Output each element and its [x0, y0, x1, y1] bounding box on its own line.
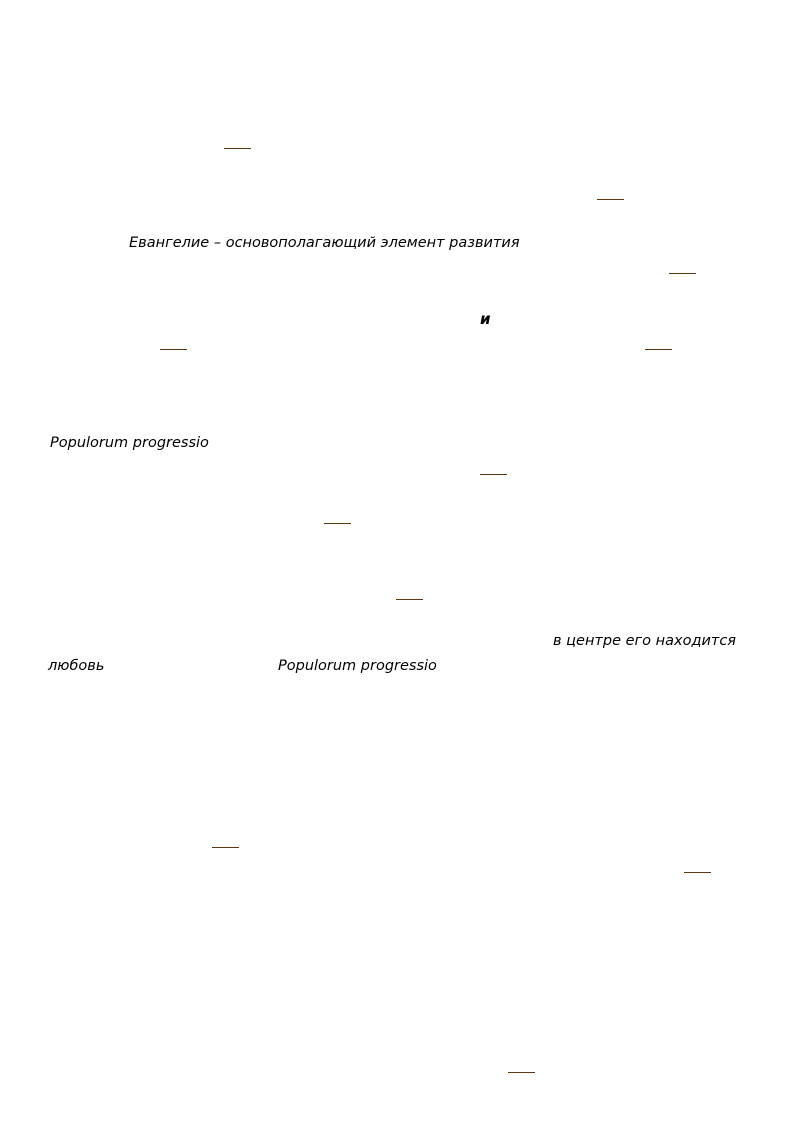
footnote-rule	[597, 199, 624, 200]
bold-italic-conjunction: и	[480, 310, 491, 328]
footnote-rule	[645, 349, 672, 350]
footnote-rule	[160, 349, 187, 350]
footnote-rule	[508, 1072, 535, 1073]
footnote-rule	[396, 599, 423, 600]
footnote-rule	[212, 847, 239, 848]
italic-phrase-evangelie: Евангелие – основополагающий элемент развития	[129, 235, 520, 251]
italic-title-populorum-progressio: Populorum progressio	[50, 435, 209, 451]
footnote-rule	[224, 148, 251, 149]
footnote-rule	[669, 273, 696, 274]
italic-title-populorum-progressio: Populorum progressio	[278, 658, 437, 674]
footnote-rule	[480, 474, 507, 475]
italic-phrase-v-centre: в центре его находится	[553, 633, 737, 649]
footnote-rule	[324, 523, 351, 524]
italic-word-lyubov: любовь	[48, 658, 105, 674]
footnote-rule	[684, 872, 711, 873]
